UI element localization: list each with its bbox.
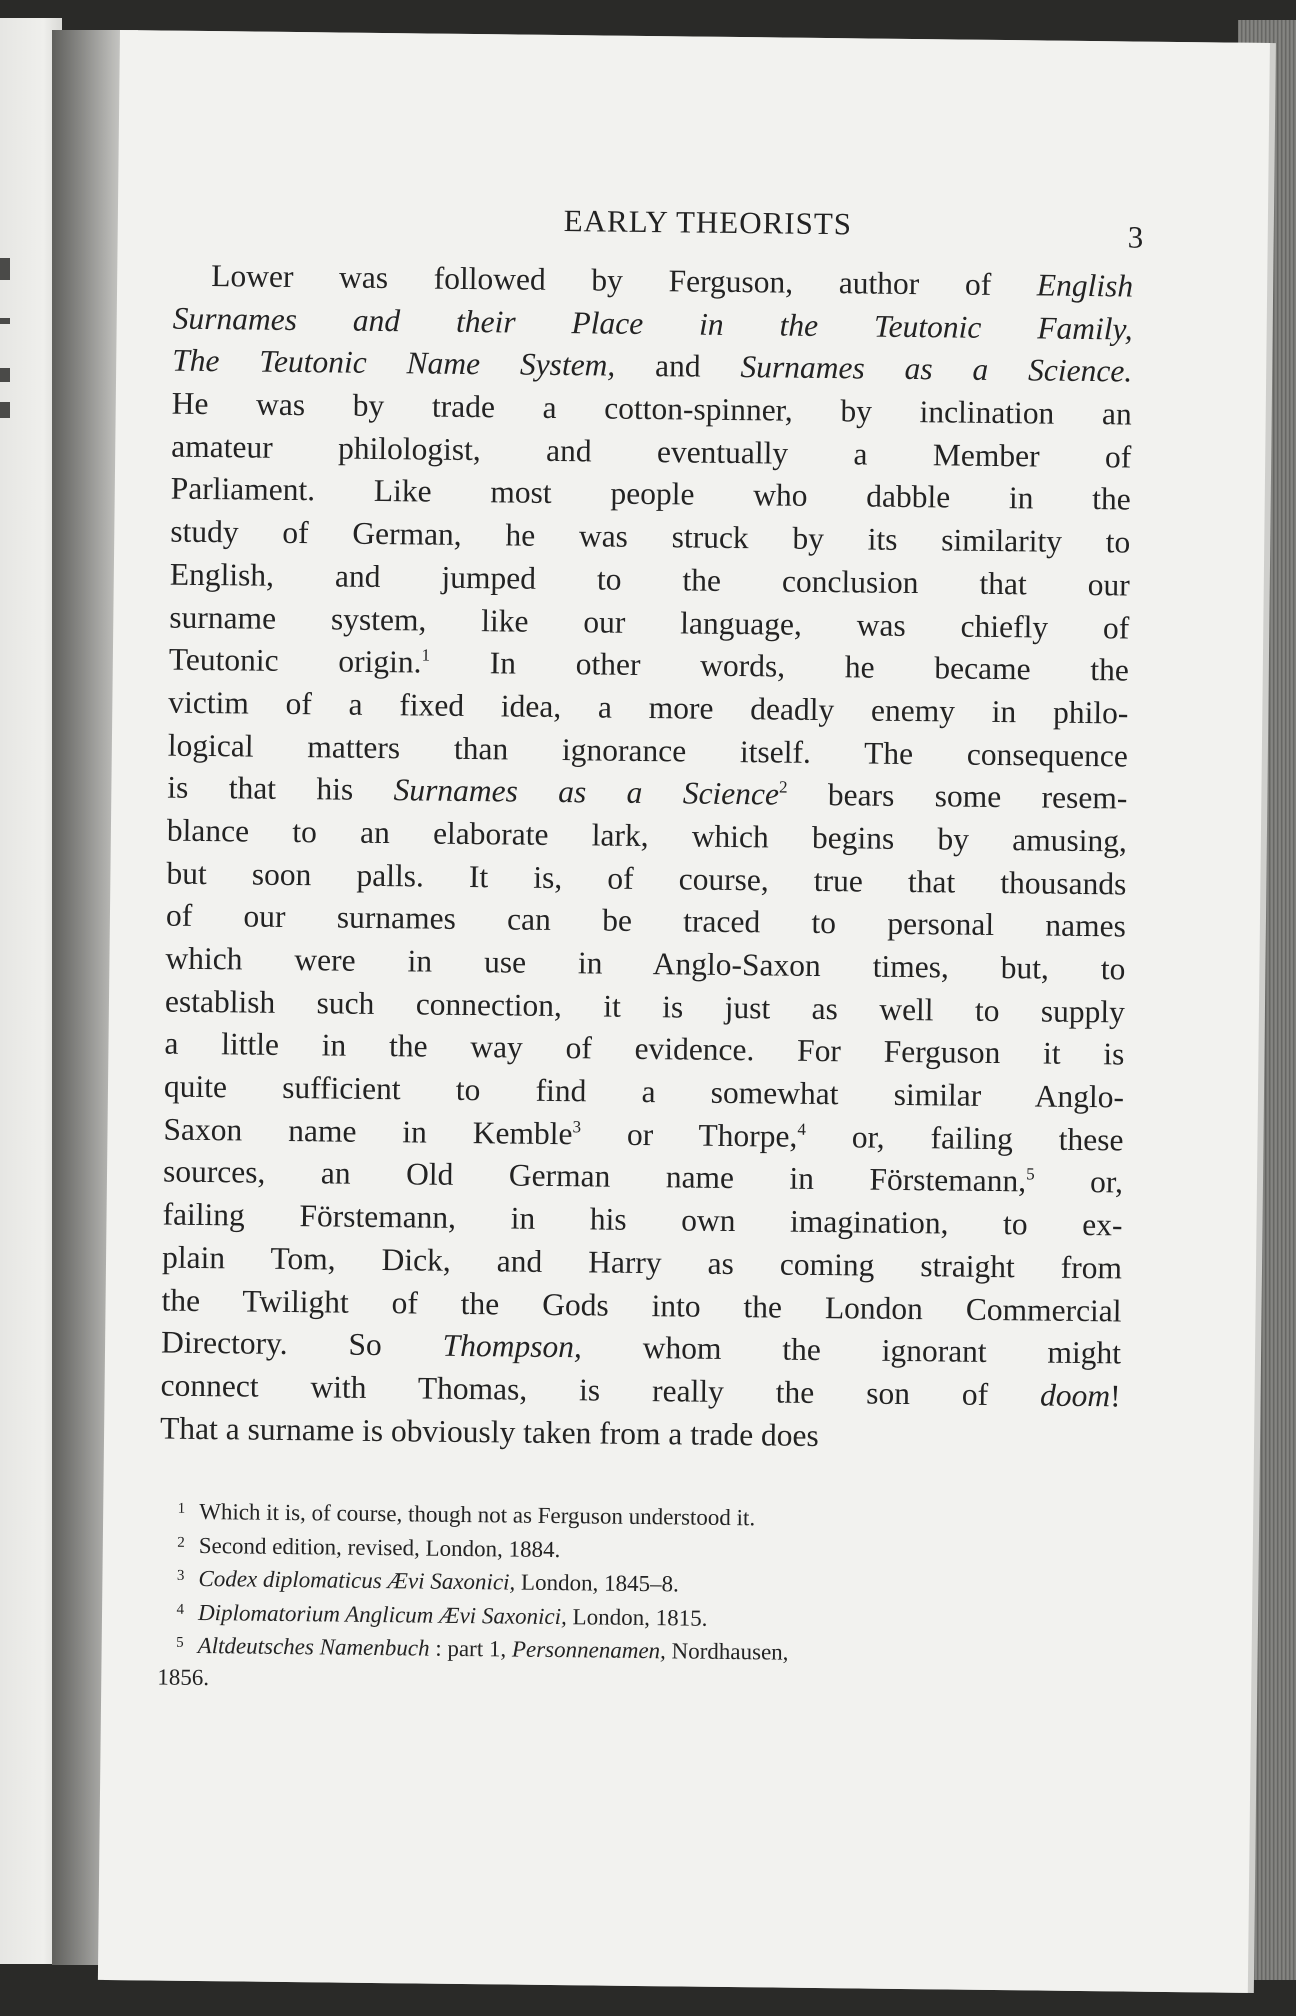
text-run: quite sufficient to find a somewhat similar Anglo- [163, 1068, 1125, 1115]
italic-text: Personnenamen, [511, 1636, 667, 1664]
footnote-number: 1 [177, 1500, 186, 1517]
text-run: London, 1815. [566, 1603, 708, 1631]
text-run: of our surnames can be traced to personal names [165, 897, 1127, 944]
running-head: EARLY THEORISTS [563, 203, 853, 242]
italic-text: Surnames and their Place in the Teutonic Family, [172, 300, 1133, 347]
text-run: sources, an Old German name in Förstemann, [162, 1154, 1027, 1199]
book-page [98, 30, 1270, 1993]
text-run: or, [1034, 1163, 1124, 1200]
footnotes [157, 1493, 1119, 1705]
text-run: a little in the way of evidence. For Ferguson it is [164, 1025, 1125, 1072]
text-run: Which it is, of course, though not as Ferguson understood it. [199, 1498, 756, 1531]
text-run: or, failing these [805, 1118, 1124, 1158]
italic-text: English [1036, 267, 1134, 304]
italic-text: doom [1039, 1377, 1111, 1414]
text-run: Saxon name in Kemble [163, 1111, 573, 1151]
footnote-reference: 2 [778, 777, 788, 797]
footnote-reference: 4 [797, 1119, 807, 1139]
text-run: surname system, like our language, was chiefly of [169, 599, 1130, 645]
italic-text: Surnames as a Science. [740, 349, 1133, 389]
text-run: Nordhausen, [665, 1638, 789, 1665]
text-run: plain Tom, Dick, and Harry as coming straight from [161, 1239, 1123, 1286]
text-run: ! [1109, 1378, 1121, 1414]
facing-page-text-fragment [0, 368, 10, 382]
text-run: failing Förstemann, in his own imagination, to ex- [162, 1196, 1123, 1243]
text-run: is that his [167, 769, 394, 808]
text-run: English, and jumped to the conclusion that our [169, 556, 1130, 603]
italic-text: Surnames as a Science [393, 772, 780, 812]
footnote-reference: 3 [572, 1116, 582, 1137]
text-run: He was by trade a cotton-spinner, by inclination an [171, 385, 1132, 432]
text-run: and [615, 348, 741, 385]
text-run: logical matters than ignorance itself. The consequence [167, 727, 1129, 774]
text-run: which were in use in Anglo-Saxon times, but, to [165, 940, 1126, 987]
body-text [160, 255, 1133, 1461]
text-run: London, 1845–8. [515, 1569, 679, 1597]
text-run: Teutonic origin. [168, 641, 422, 680]
footnote-number: 3 [176, 1567, 185, 1584]
facing-page-text-fragment [0, 318, 10, 324]
text-run: Directory. So [160, 1324, 443, 1363]
text-run: the Twilight of the Gods into the London Commercial [161, 1282, 1122, 1328]
text-run: bears some resem- [787, 776, 1128, 816]
text-run: : part 1, [429, 1635, 513, 1662]
text-run: connect with Thomas, is really the son of [160, 1367, 1041, 1413]
footnote-number: 4 [176, 1601, 185, 1618]
text-run: whom the ignorant might [581, 1329, 1122, 1371]
footnote-reference: 1 [421, 645, 431, 665]
facing-page-text-fragment [0, 258, 10, 280]
footnote-reference: 5 [1026, 1164, 1035, 1184]
italic-text: The Teutonic Name System, [172, 342, 616, 384]
text-run: 1856. [157, 1664, 210, 1690]
text-run: establish such connection, it is just as well to supply [164, 983, 1126, 1030]
italic-text: Thompson, [442, 1327, 583, 1365]
text-run: That a surname is obviously taken from a trade does [159, 1410, 819, 1453]
text-run: amateur philologist, and eventually a Member of [171, 428, 1132, 475]
italic-text: Codex diplomaticus Ævi Saxonici, [198, 1565, 516, 1595]
page-number: 3 [1127, 219, 1144, 255]
text-run: Parliament. Like most people who dabble in the [170, 471, 1131, 517]
footnote-number: 2 [177, 1534, 185, 1551]
footnote-number: 5 [176, 1634, 184, 1651]
italic-text: Altdeutsches Namenbuch [197, 1632, 430, 1661]
text-run: but soon palls. It is, of course, true that thousands [166, 855, 1127, 902]
text-run: Second edition, revised, London, 1884. [198, 1532, 561, 1562]
text-run: study of German, he was struck by its similarity to [170, 513, 1131, 560]
facing-page-text-fragment [0, 402, 10, 418]
text-run: Lower was followed by Ferguson, author of [211, 258, 1038, 303]
text-run: In other words, he became the [429, 644, 1130, 688]
italic-text: Diplomatorium Anglicum Ævi Saxonici, [197, 1599, 568, 1629]
text-run: victim of a fixed idea, a more deadly enemy in philo- [168, 684, 1129, 731]
text-run: or Thorpe, [580, 1116, 798, 1154]
text-run: blance to an elaborate lark, which begins by amusing, [166, 812, 1128, 859]
